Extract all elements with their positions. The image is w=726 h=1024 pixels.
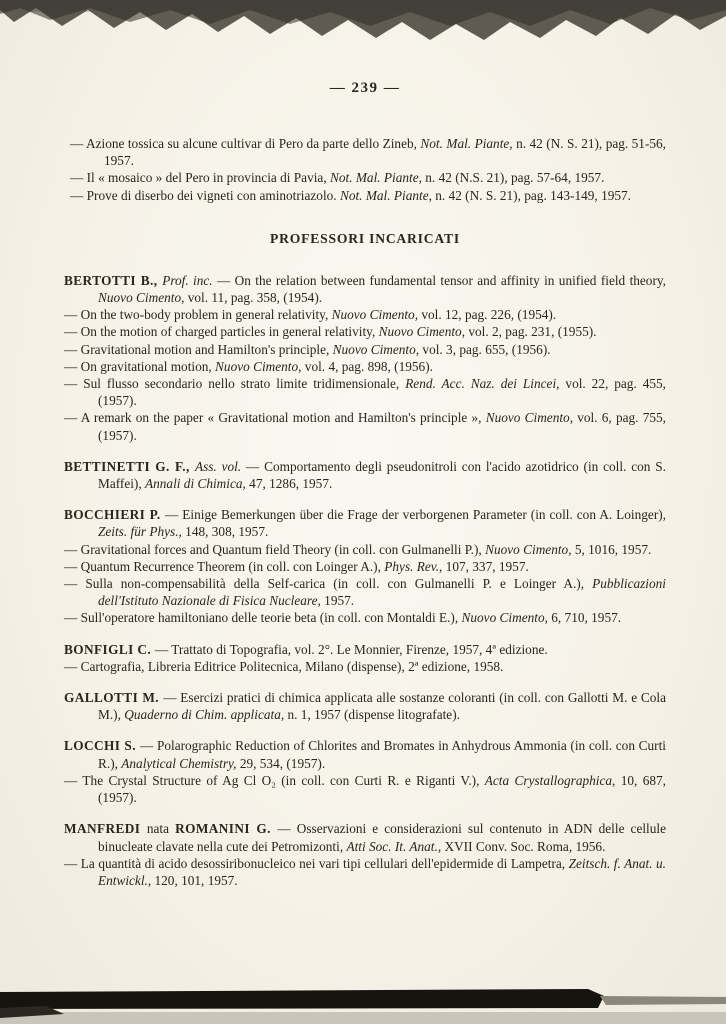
author-name: BERTOTTI B., — [64, 272, 163, 288]
publication-entry — [64, 506, 666, 540]
journal-title: Atti Soc. It. Anat., — [346, 838, 442, 854]
author-block — [64, 272, 666, 444]
author-name: MANFREDI — [64, 821, 147, 837]
journal-title: Not. Mal. Piante, — [339, 187, 432, 203]
journal-title: Analytical Chemistry, — [121, 755, 237, 771]
journal-title: Nuovo Cimento, — [331, 307, 419, 323]
publication-entry — [64, 855, 666, 889]
publication-entry — [64, 609, 666, 626]
entry-text: — Gravitational motion and Hamilton's principle, — [64, 341, 333, 357]
entry-text: XVII Conv. Soc. Roma, 1956. — [441, 838, 606, 854]
author-block — [64, 820, 666, 889]
entry-text: 6, 710, 1957. — [547, 610, 622, 626]
journal-title: Nuovo Cimento, — [485, 410, 574, 426]
entry-text: n. 1, 1957 (dispense litografate). — [284, 707, 460, 723]
journal-title: Prof. inc. — [162, 272, 213, 288]
entry-text: — Gravitational forces and Quantum field Theory (in coll. con Gulmanelli P.), — [64, 541, 486, 557]
publication-entry — [64, 375, 666, 409]
entry-text: 120, 101, 1957. — [151, 872, 238, 888]
journal-title: Rend. Acc. Naz. dei Lincei, — [405, 376, 560, 392]
author-name: BETTINETTI G. F., — [64, 458, 195, 474]
scan-artifact-bottom-edge — [0, 984, 726, 1024]
entry-text: — Sulla non-compensabilità della Self-carica (in coll. con Gulmanelli P. e Loinger A.), — [64, 576, 593, 592]
publication-entry — [64, 737, 666, 771]
entry-text: — Sull'operatore hamiltoniano delle teorie beta (in coll. con Montaldi E.), — [64, 610, 462, 626]
entry-text: 5, 1016, 1957. — [571, 541, 652, 557]
entry-text: — Einige Bemerkungen über die Frage der verborgenen Parameter (in coll. con A. Loinger), — [165, 507, 667, 523]
entry-text: vol. 22, pag. 455, (1957). — [98, 376, 666, 409]
journal-title: Phys. Rev., — [384, 558, 443, 574]
publication-entry — [64, 306, 666, 323]
entry-text: 107, 337, 1957. — [442, 558, 529, 574]
publication-entry — [64, 358, 666, 375]
section-heading: PROFESSORI INCARICATI — [270, 230, 460, 246]
publication-entry — [64, 323, 666, 340]
publication-entry — [64, 820, 666, 854]
publication-entry — [70, 135, 666, 169]
author-name: LOCCHI S. — [64, 738, 140, 754]
publication-entry — [64, 658, 666, 675]
author-name: ROMANINI G. — [175, 821, 278, 837]
publication-entry — [64, 458, 666, 492]
publication-entry — [70, 169, 666, 186]
publication-entry — [64, 689, 666, 723]
publication-entry — [70, 187, 666, 204]
page-number: — 239 — — [329, 80, 401, 96]
entry-text: — Trattato di Topografia, vol. 2°. Le Monnier, Firenze, 1957, 4ª edizione. — [154, 641, 548, 657]
entry-text: — Esercizi pratici di chimica applicata alle sostanze coloranti (in coll. con Gallotti M. e Cola M.), — [98, 690, 666, 723]
journal-title: Nuovo Cimento, — [215, 358, 302, 374]
entry-text: 47, 1286, 1957. — [245, 476, 333, 492]
publication-entry — [64, 641, 666, 658]
journal-title: Nuovo Cimento, — [98, 290, 185, 306]
entry-text: 10, 687, (1957). — [98, 772, 666, 806]
entry-text: n. 42 (N. S. 21), pag. 51-56, 1957. — [104, 136, 667, 169]
entry-text: — A remark on the paper « Gravitational motion and Hamilton's principle », — [64, 410, 486, 426]
entry-text: 1957. — [320, 593, 355, 609]
publication-entry — [64, 541, 666, 558]
entry-text: — Azione tossica su alcune cultivar di Pero da parte dello Zineb, — [70, 136, 421, 151]
journal-title: Zeitsch. f. Anat. u. Entwickl., — [98, 855, 666, 888]
author-block — [64, 641, 666, 675]
journal-title: Nuovo Cimento, — [332, 341, 420, 357]
entry-text: — Osservazioni e considerazioni sul contenuto in ADN delle cellule binucleate clavate nella cute dei Petromizonti, — [98, 821, 666, 854]
entry-text: vol. 11, pag. 358, (1954). — [184, 290, 323, 306]
journal-title: Nuovo Cimento, — [485, 541, 572, 557]
journal-title: Not. Mal. Piante, — [329, 170, 422, 186]
entry-text: — On the relation between fundamental tensor and affinity in unified field theory, — [212, 272, 666, 288]
journal-title: Annali di Chimica, — [145, 476, 246, 492]
journal-title: Acta Crystallographica, — [484, 772, 616, 788]
entry-text: 29, 534, (1957). — [236, 755, 326, 771]
entry-text: vol. 3, pag. 655, (1956). — [419, 341, 551, 357]
entry-text: — Cartografia, Libreria Editrice Politecnica, Milano (dispense), 2ª edizione, 1958. — [64, 658, 504, 674]
entry-text: vol. 4, pag. 898, (1956). — [301, 358, 433, 374]
author-block — [64, 506, 666, 626]
entry-text: — La quantità di acido desossiribonucleico nei vari tipi cellulari dell'epidermide di Lampetra, — [64, 855, 569, 871]
page-content — [64, 80, 666, 903]
entry-text: vol. 12, pag. 226, (1954). — [418, 307, 557, 323]
publication-entry — [64, 772, 666, 806]
publication-entry — [64, 558, 666, 575]
journal-title: Quaderno di Chim. applicata, — [124, 707, 285, 723]
entry-text: nata — [146, 821, 176, 837]
entry-text: — Sul flusso secondario nello strato limite tridimensionale, — [64, 376, 406, 392]
entry-text: vol. 2, pag. 231, (1955). — [465, 324, 597, 340]
publication-entry — [64, 272, 666, 306]
scan-artifact-top-edge — [0, 0, 726, 56]
author-block — [64, 737, 666, 806]
journal-title: Pubblicazioni dell'Istituto Nazionale di Fisica Nucleare, — [98, 576, 666, 609]
publication-entry — [64, 575, 666, 609]
author-name: BONFIGLI C. — [64, 641, 155, 657]
entry-text: — On gravitational motion, — [64, 358, 216, 374]
journal-title: Nuovo Cimento, — [378, 324, 466, 340]
entry-text: — Il « mosaico » del Pero in provincia di Pavia, — [70, 170, 330, 186]
entry-text: — On the two-body problem in general relativity, — [64, 307, 332, 323]
entry-text: — On the motion of charged particles in general relativity, — [64, 324, 379, 340]
entry-text: 148, 308, 1957. — [181, 524, 269, 540]
professor-list — [64, 272, 666, 889]
entry-text: n. 42 (N.S. 21), pag. 57-64, 1957. — [421, 170, 605, 186]
author-name: BOCCHIERI P. — [64, 507, 165, 523]
journal-title: Zeits. für Phys., — [98, 524, 182, 540]
intro-list — [64, 135, 666, 204]
entry-text: vol. 6, pag. 755, (1957). — [98, 410, 666, 443]
journal-title: Not. Mal. Piante, — [420, 136, 513, 151]
author-block — [64, 458, 666, 492]
journal-title: Nuovo Cimento, — [461, 610, 548, 626]
entry-text: — Prove di diserbo dei vigneti con aminotriazolo. — [70, 187, 340, 203]
entry-text: — The Crystal Structure of Ag Cl O₂ (in coll. con Curti R. e Riganti V.), — [64, 772, 485, 788]
entry-text: — Polarographic Reduction of Chlorites and Bromates in Anhydrous Ammonia (in coll. con Curti R.), — [98, 738, 666, 771]
publication-entry — [64, 409, 666, 443]
journal-title: Ass. vol. — [194, 458, 242, 474]
entry-text: — Comportamento degli pseudonitroli con l'acido azotidrico (in coll. con S. Maffei), — [98, 458, 666, 492]
entry-text: — Quantum Recurrence Theorem (in coll. con Loinger A.), — [64, 558, 385, 574]
author-block — [64, 689, 666, 723]
entry-text: n. 42 (N. S. 21), pag. 143-149, 1957. — [431, 187, 631, 203]
author-name: GALLOTTI M. — [64, 690, 164, 706]
publication-entry — [64, 341, 666, 358]
